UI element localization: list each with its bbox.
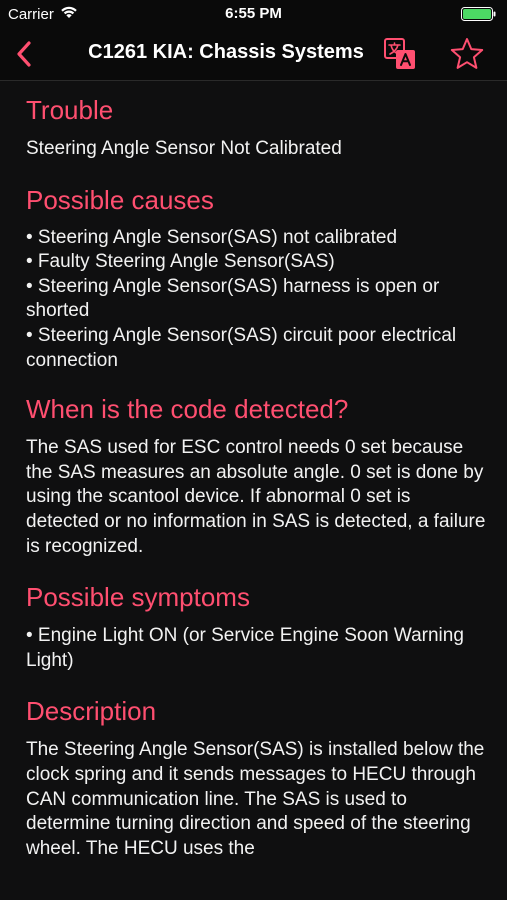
battery-full-icon bbox=[461, 7, 497, 21]
status-bar bbox=[0, 0, 507, 28]
page-title: C1261 KIA: Chassis Systems bbox=[88, 41, 364, 63]
list-item: • Steering Angle Sensor(SAS) harness is open or shorted bbox=[26, 275, 440, 322]
detail-content bbox=[26, 80, 486, 861]
causes-heading: Possible causes bbox=[26, 184, 214, 215]
symptoms-section bbox=[26, 581, 486, 673]
causes-list bbox=[26, 226, 486, 374]
causes-section bbox=[26, 184, 486, 374]
translate-button[interactable] bbox=[383, 37, 417, 71]
back-button[interactable] bbox=[8, 38, 40, 70]
trouble-section bbox=[26, 94, 486, 162]
symptoms-heading: Possible symptoms bbox=[26, 582, 250, 613]
detected-heading: When is the code detected? bbox=[26, 394, 349, 425]
status-time: 6:55 PM bbox=[225, 5, 282, 22]
symptoms-list bbox=[26, 624, 486, 673]
star-outline-icon bbox=[449, 36, 485, 72]
description-text: The Steering Angle Sensor(SAS) is installed below the clock spring and it sends messages to HECU through CAN communication line. The SAS is used to determine turning direction and speed of the steering wheel. The HECU uses the bbox=[26, 739, 485, 859]
list-item: • Faulty Steering Angle Sensor(SAS) bbox=[26, 251, 335, 273]
carrier-text: Carrier bbox=[8, 5, 54, 23]
description-section bbox=[26, 695, 486, 861]
detected-section bbox=[26, 393, 486, 559]
detected-text: The SAS used for ESC control needs 0 set because the SAS measures an absolute angle. 0 set is done by using the scantool device. If abnormal 0 set is detected or no information in SAS is detected, a failure is recognized. bbox=[26, 437, 486, 557]
list-item: • Steering Angle Sensor(SAS) circuit poor electrical connection bbox=[26, 324, 457, 371]
chevron-left-icon bbox=[15, 40, 33, 68]
nav-bar bbox=[0, 28, 507, 81]
translate-icon bbox=[383, 37, 417, 71]
trouble-heading: Trouble bbox=[26, 95, 114, 125]
list-item: • Steering Angle Sensor(SAS) not calibrated bbox=[26, 226, 398, 248]
description-heading: Description bbox=[26, 696, 157, 727]
list-item: • Engine Light ON (or Service Engine Soon Warning Light) bbox=[26, 625, 464, 671]
favorite-button[interactable] bbox=[449, 36, 485, 72]
trouble-text: Steering Angle Sensor Not Calibrated bbox=[26, 138, 342, 159]
